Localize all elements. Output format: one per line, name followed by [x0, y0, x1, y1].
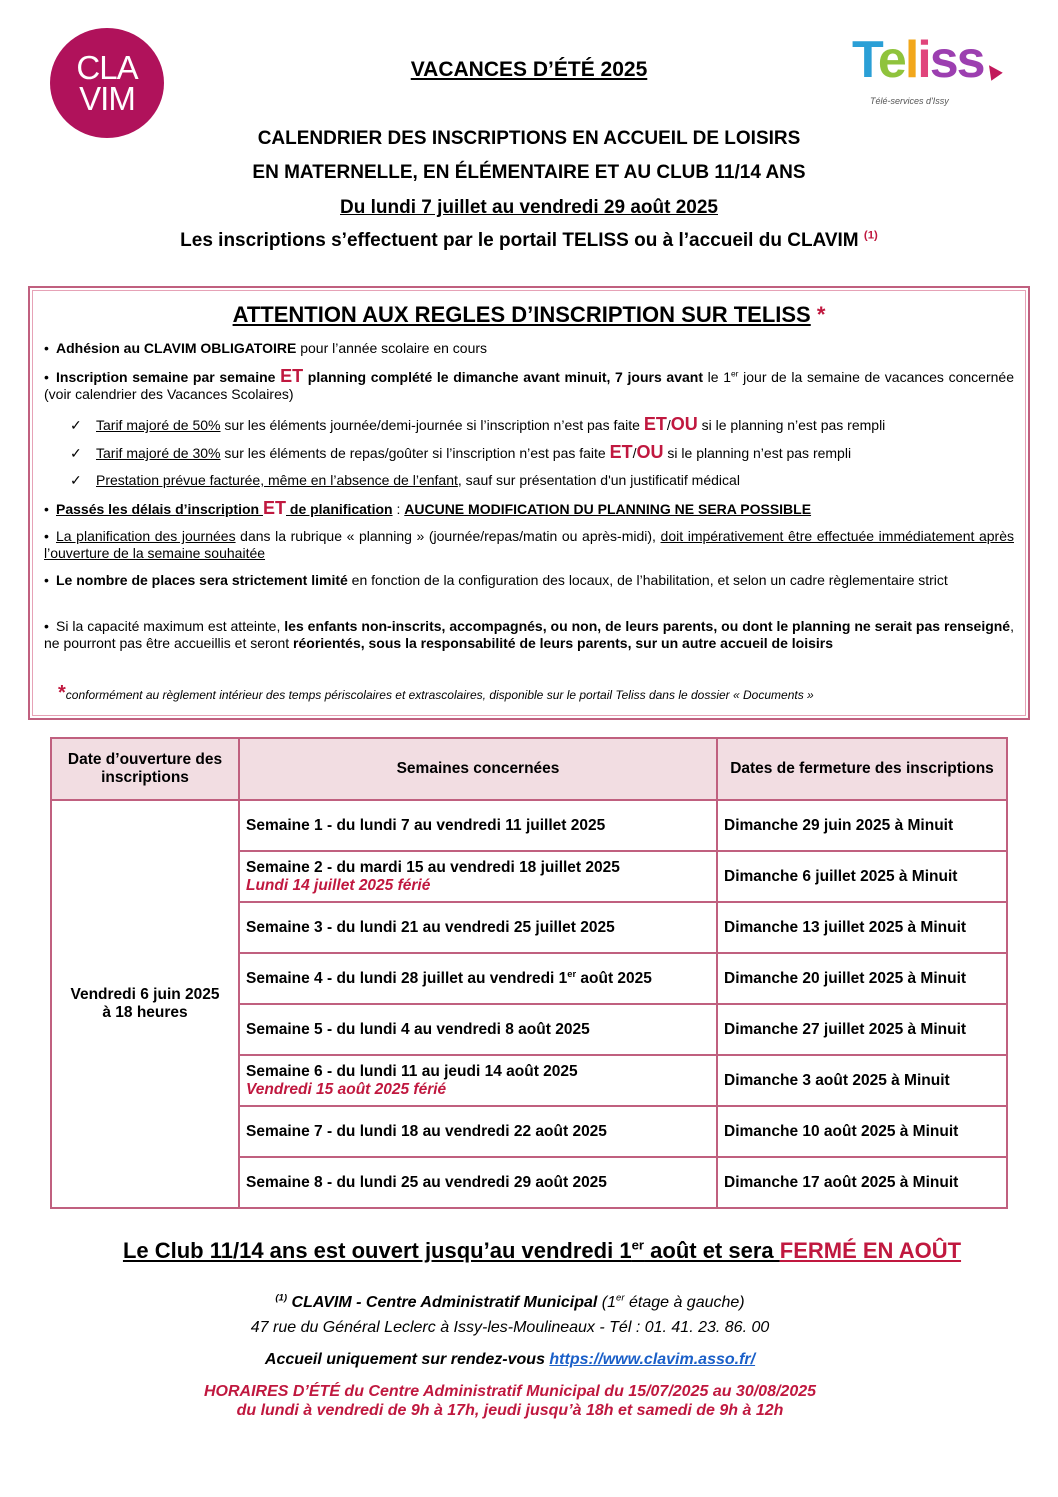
- rule-places: • Le nombre de places sera strictement limité en fonction de la configuration des locaux, de l’habilitation, et selon un cadre règlementaire strict: [44, 572, 948, 588]
- inscription-info-text: Les inscriptions s’effectuent par le portail TELISS ou à l’accueil du CLAVIM: [180, 230, 859, 251]
- ou-mark: OU: [670, 414, 698, 434]
- subtitle-line2: EN MATERNELLE, EN ÉLÉMENTAIRE ET AU CLUB 11/14 ANS: [252, 162, 806, 183]
- club-closed: FERMÉ EN AOÛT: [779, 1238, 962, 1263]
- et-mark: ET: [643, 414, 667, 434]
- asterisk-mark: *: [816, 302, 826, 327]
- rule-text: AUCUNE MODIFICATION DU PLANNING NE SERA POSSIBLE: [404, 501, 812, 517]
- rule-text: Inscription semaine par semaine: [56, 369, 281, 385]
- sup-text: er: [631, 1237, 645, 1253]
- rule-text: Passés les délais d’inscription: [56, 501, 263, 517]
- rule-text: Tarif majoré de 50%: [96, 417, 221, 433]
- rule-deadline: • Passés les délais d’inscription ET de planification : AUCUNE MODIFICATION DU PLANNING NE SERA POSSIBLE: [44, 498, 812, 518]
- rule-text: , sauf sur présentation d'un justificatif médical: [457, 472, 740, 488]
- clavim-website-link[interactable]: https://www.clavim.asso.fr/: [549, 1351, 756, 1368]
- week-label: Semaine 6 - du lundi 11 au jeudi 14 août 2025: [246, 1062, 578, 1080]
- week-cell: [239, 1106, 717, 1157]
- week-label: Semaine 8 - du lundi 25 au vendredi 29 août 2025: [246, 1173, 607, 1191]
- week-label: Semaine 4 - du lundi 28 juillet au vendredi 1: [246, 969, 568, 987]
- teliss-letter: e: [877, 31, 905, 89]
- column-header: Dates de fermeture des inscriptions: [717, 738, 1007, 800]
- rule-text: Adhésion au CLAVIM OBLIGATOIRE: [56, 340, 297, 356]
- footnote-text: conformément au règlement intérieur des temps périscolaires et extrascolaires, disponible sur le portail Teliss dans le dossier « Documents »: [65, 688, 814, 702]
- appointment-text: Accueil uniquement sur rendez-vous: [264, 1351, 550, 1368]
- teliss-letter: ss: [929, 31, 984, 89]
- check-tarif-30: [70, 444, 1010, 462]
- week-cell: [239, 1004, 717, 1055]
- closing-date-cell: Dimanche 29 juin 2025 à Minuit: [717, 800, 1007, 851]
- closing-date-cell: Dimanche 3 août 2025 à Minuit: [717, 1055, 1007, 1106]
- week-label: Semaine 3 - du lundi 21 au vendredi 25 juillet 2025: [246, 918, 615, 936]
- week-label: Semaine 5 - du lundi 4 au vendredi 8 août 2025: [246, 1020, 590, 1038]
- week-label: Semaine 2 - du mardi 15 au vendredi 18 juillet 2025: [246, 858, 620, 876]
- rule-text: jour de la semaine de vacances concernée (voir calendrier des Vacances Scolaires): [44, 369, 1014, 402]
- clavim-logo-line1: CLA: [76, 49, 138, 86]
- table-row: [51, 800, 1007, 851]
- attention-title: [30, 302, 1028, 328]
- footnote-ref: (1): [275, 1292, 288, 1304]
- rule-text: si le planning n’est pas rempli: [697, 417, 886, 433]
- closing-date-cell: Dimanche 6 juillet 2025 à Minuit: [717, 851, 1007, 902]
- club-text-part: Le Club 11/14 ans est ouvert jusqu’au vendredi 1: [122, 1238, 632, 1263]
- opening-date-cell: [51, 800, 239, 1208]
- sup-text: er: [731, 368, 739, 379]
- footnote-ref: (1): [863, 229, 878, 242]
- footer-org: [0, 1294, 1020, 1312]
- week-label: Semaine 1 - du lundi 7 au vendredi 11 juillet 2025: [246, 816, 606, 834]
- rule-text: :: [392, 501, 405, 517]
- asterisk-mark: *: [58, 682, 66, 704]
- footer-hours-1: HORAIRES D’ÉTÉ du Centre Administratif Municipal du 15/07/2025 au 30/08/2025: [203, 1383, 817, 1400]
- rule-planification: • La planification des journées dans la rubrique « planning » (journée/repas/matin ou après-midi), doit impérativement être effectuée immédiatement après l’ouverture de la semaine souhaitée: [44, 528, 1014, 561]
- rule-text: La planification des journées: [56, 528, 236, 544]
- sup-text: er: [567, 968, 577, 979]
- rule-text: sur les éléments de repas/goûter: [220, 445, 433, 461]
- rule-text: si l’inscription n’est pas faite: [432, 445, 610, 461]
- closing-date-cell: Dimanche 20 juillet 2025 à Minuit: [717, 953, 1007, 1004]
- teliss-letter: l: [904, 31, 918, 89]
- inscription-info: [0, 230, 1058, 252]
- org-floor-end: étage à gauche): [624, 1294, 745, 1311]
- closing-date-cell: Dimanche 13 juillet 2025 à Minuit: [717, 902, 1007, 953]
- rule-capacity: • Si la capacité maximum est atteinte, les enfants non-inscrits, accompagnés, ou non, de leurs parents, ou dont le planning ne serait pas renseigné, ne pourront pas être accueillis et seront réorientés, sous la responsabilité de leurs parents, sur un autre accueil de loisirs: [44, 618, 1014, 651]
- closing-date-cell: Dimanche 10 août 2025 à Minuit: [717, 1106, 1007, 1157]
- week-cell: [239, 902, 717, 953]
- check-prestation: [70, 472, 1010, 489]
- rule-text: si le planning n’est pas rempli: [663, 445, 852, 461]
- holiday-note: Vendredi 15 août 2025 férié: [246, 1080, 447, 1098]
- rule-text: sur les éléments journée/demi-journée: [220, 417, 467, 433]
- week-label-end: août 2025: [576, 969, 652, 987]
- rule-text: réorientés, sous la responsabilité de leurs parents, sur un autre accueil de loisirs: [293, 635, 834, 651]
- footer-hours-2: du lundi à vendredi de 9h à 17h, jeudi jusqu’à 18h et samedi de 9h à 12h: [236, 1402, 784, 1419]
- teliss-letter: T: [852, 31, 878, 89]
- opening-date: Vendredi 6 juin 2025: [70, 986, 220, 1003]
- closing-date-cell: Dimanche 27 juillet 2025 à Minuit: [717, 1004, 1007, 1055]
- clavim-logo-line2: VIM: [79, 80, 135, 117]
- opening-time: à 18 heures: [102, 1004, 188, 1021]
- clavim-logo: [50, 28, 164, 138]
- rule-text: doit impérativement être effectuée immédiatement après l’ouverture de la semaine souhaitée: [44, 528, 1014, 561]
- rule-text: les enfants non-inscrits, accompagnés, ou non, de leurs parents, ou dont le planning ne serait pas renseigné: [284, 618, 1011, 634]
- rule-text: de planification: [286, 501, 393, 517]
- rule-text: dans la rubrique « planning » (journée/repas/matin ou après-midi),: [235, 528, 661, 544]
- checkmark-icon: ✓: [70, 472, 82, 488]
- table-header-row: [51, 738, 1007, 800]
- subtitle-line1: CALENDRIER DES INSCRIPTIONS EN ACCUEIL DE LOISIRS: [257, 128, 801, 149]
- org-floor: (1: [597, 1294, 616, 1311]
- week-cell: [239, 851, 717, 902]
- rule-text: Prestation prévue facturée, même en l’absence de l’enfant: [96, 472, 458, 488]
- rule-text: en fonction de la configuration des locaux, de l’habilitation, et selon un cadre règlementaire strict: [347, 572, 948, 588]
- rule-text: Le nombre de places sera strictement limité: [56, 572, 348, 588]
- week-cell: [239, 800, 717, 851]
- slash: /: [632, 445, 637, 461]
- rule-text: , ne pourront pas être accueillis et seront: [44, 618, 1014, 651]
- et-mark: ET: [262, 498, 286, 518]
- ou-mark: OU: [636, 442, 664, 462]
- et-mark: ET: [280, 366, 304, 386]
- week-label: Semaine 7 - du lundi 18 au vendredi 22 août 2025: [246, 1122, 607, 1140]
- attention-title-text: ATTENTION AUX REGLES D’INSCRIPTION SUR TELISS: [232, 302, 811, 327]
- org-name: CLAVIM - Centre Administratif Municipal: [287, 1294, 598, 1311]
- attention-box: [28, 286, 1030, 720]
- week-cell: [239, 1055, 717, 1106]
- teliss-letter: i: [917, 31, 930, 89]
- page-title: VACANCES D’ÉTÉ 2025: [410, 58, 648, 81]
- club-text-part: août et sera: [644, 1238, 780, 1263]
- et-mark: ET: [609, 442, 633, 462]
- holiday-note: Lundi 14 juillet 2025 férié: [246, 876, 431, 894]
- checkmark-icon: ✓: [70, 417, 82, 433]
- club-notice: [0, 1238, 1058, 1264]
- club-text: [123, 1238, 780, 1263]
- attention-footnote: [58, 682, 814, 705]
- sup-text: er: [616, 1292, 625, 1304]
- column-header: Semaines concernées: [239, 738, 717, 800]
- teliss-tagline: Télé-services d'Issy: [870, 96, 949, 106]
- date-range: Du lundi 7 juillet au vendredi 29 août 2025: [340, 197, 718, 218]
- slash: /: [666, 417, 671, 433]
- footer-appointment: [0, 1351, 1020, 1369]
- rule-text: pour l’année scolaire en cours: [296, 340, 488, 356]
- rule-text: planning complété le dimanche avant minuit, 7 jours avant: [303, 369, 703, 385]
- check-tarif-50: [70, 416, 1010, 434]
- rule-text: Si la capacité maximum est atteinte,: [56, 618, 285, 634]
- rule-text: le 1: [702, 369, 732, 385]
- week-cell: [239, 953, 717, 1004]
- rule-weekly-inscription: • Inscription semaine par semaine ET planning complété le dimanche avant minuit, 7 jours avant le 1er jour de la semaine de vacances concernée (voir calendrier des Vacances Scolaires): [44, 366, 1014, 402]
- schedule-table: [50, 737, 1008, 1209]
- checkmark-icon: ✓: [70, 445, 82, 461]
- rule-membership: • Adhésion au CLAVIM OBLIGATOIRE pour l’année scolaire en cours: [44, 340, 488, 356]
- column-header: Date d’ouverture des inscriptions: [51, 738, 239, 800]
- closing-date-cell: Dimanche 17 août 2025 à Minuit: [717, 1157, 1007, 1208]
- rule-text: si l’inscription n’est pas faite: [466, 417, 644, 433]
- week-cell: [239, 1157, 717, 1208]
- rule-text: Tarif majoré de 30%: [96, 445, 221, 461]
- footer-address: 47 rue du Général Leclerc à Issy-les-Moulineaux - Tél : 01. 41. 23. 86. 00: [250, 1319, 770, 1336]
